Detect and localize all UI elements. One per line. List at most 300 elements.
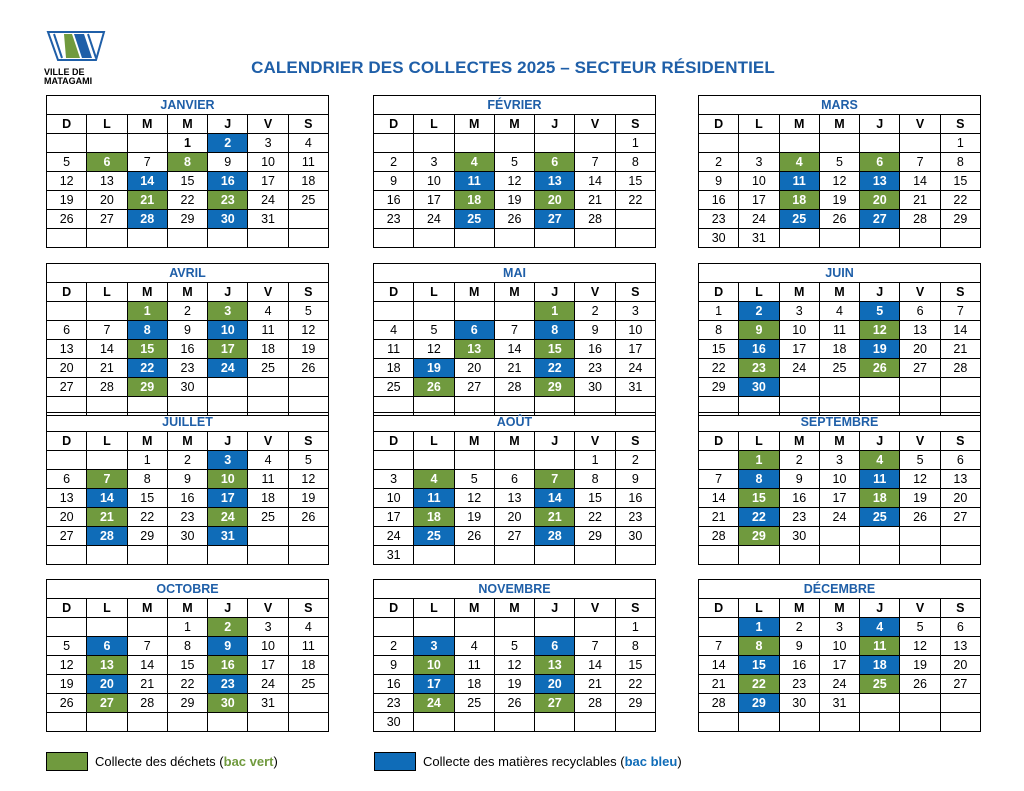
day-cell: 25 [248,508,288,527]
empty-cell [575,134,615,153]
day-cell: 17 [615,340,655,359]
day-cell-collecte-dechets: 4 [454,153,494,172]
day-cell: 12 [494,172,534,191]
empty-cell [860,713,900,732]
day-cell: 17 [414,191,454,210]
day-cell: 27 [47,378,87,397]
day-cell-collecte-recyclables: 16 [739,340,779,359]
day-cell-collecte-recyclables: 20 [87,675,127,694]
day-cell-collecte-recyclables: 3 [208,451,248,470]
day-cell: 30 [779,694,819,713]
month-name: FÉVRIER [374,96,656,115]
day-cell: 19 [494,191,534,210]
empty-cell [127,546,167,565]
empty-cell [374,302,414,321]
day-cell: 30 [699,229,739,248]
weekday-header: J [535,115,575,134]
month-name: JANVIER [47,96,329,115]
day-cell-collecte-recyclables: 8 [739,470,779,489]
weekday-header: M [779,432,819,451]
day-cell: 22 [167,191,207,210]
day-cell: 20 [47,508,87,527]
day-cell: 23 [779,508,819,527]
day-cell: 30 [167,527,207,546]
day-cell: 3 [779,302,819,321]
empty-cell [414,713,454,732]
day-cell: 10 [248,637,288,656]
day-cell-collecte-recyclables: 17 [208,489,248,508]
day-cell: 11 [288,153,328,172]
day-cell: 20 [47,359,87,378]
day-cell: 16 [374,191,414,210]
day-cell: 18 [374,359,414,378]
day-cell: 28 [699,527,739,546]
day-cell-collecte-recyclables: 11 [454,172,494,191]
day-cell-collecte-dechets: 25 [860,675,900,694]
month-name: NOVEMBRE [374,580,656,599]
weekday-header: J [208,432,248,451]
empty-cell [127,713,167,732]
day-cell-collecte-dechets: 21 [535,508,575,527]
day-cell: 30 [779,527,819,546]
weekday-header: S [940,115,980,134]
day-cell: 26 [494,694,534,713]
day-cell: 22 [127,508,167,527]
day-cell: 28 [494,378,534,397]
empty-cell [288,713,328,732]
weekday-header: M [779,115,819,134]
weekday-header: V [575,115,615,134]
day-cell: 5 [47,153,87,172]
empty-cell [288,229,328,248]
empty-cell [454,546,494,565]
month-name: JUIN [699,264,981,283]
empty-cell [819,527,859,546]
weekday-header: V [900,432,940,451]
day-cell: 29 [615,694,655,713]
legend-green-text: Collecte des déchets (bac vert) [95,753,278,769]
day-cell: 8 [167,637,207,656]
day-cell: 7 [575,153,615,172]
empty-cell [739,134,779,153]
empty-cell [575,618,615,637]
ville-de-matagami-logo [44,30,114,88]
weekday-header: M [127,599,167,618]
day-cell: 16 [699,191,739,210]
day-cell: 23 [167,359,207,378]
weekday-header: M [127,283,167,302]
day-cell: 7 [127,153,167,172]
day-cell: 31 [819,694,859,713]
empty-cell [860,694,900,713]
weekday-header: L [739,115,779,134]
day-cell-collecte-dechets: 12 [860,321,900,340]
day-cell: 19 [288,340,328,359]
day-cell: 23 [167,508,207,527]
day-cell: 13 [47,340,87,359]
day-cell: 17 [779,340,819,359]
day-cell-collecte-recyclables: 19 [414,359,454,378]
weekday-header: M [127,432,167,451]
empty-cell [779,378,819,397]
day-cell: 13 [87,172,127,191]
day-cell: 23 [699,210,739,229]
weekday-header: M [454,283,494,302]
empty-cell [860,229,900,248]
empty-cell [535,134,575,153]
logo-line-2: MATAGAMI [44,76,93,86]
empty-cell [87,546,127,565]
day-cell: 29 [127,527,167,546]
month-name: SEPTEMBRE [699,413,981,432]
day-cell-collecte-recyclables: 11 [414,489,454,508]
legend-blue-highlight: bac bleu [624,753,678,769]
day-cell: 19 [47,675,87,694]
weekday-header: J [860,599,900,618]
day-cell: 14 [900,172,940,191]
day-cell: 7 [575,637,615,656]
weekday-header: V [900,115,940,134]
weekday-header: V [575,599,615,618]
weekday-header: J [860,432,900,451]
day-cell: 27 [494,527,534,546]
weekday-header: S [940,432,980,451]
day-cell: 15 [615,172,655,191]
day-cell: 25 [454,694,494,713]
day-cell: 6 [900,302,940,321]
day-cell: 14 [127,656,167,675]
day-cell: 1 [127,451,167,470]
day-cell: 7 [127,637,167,656]
weekday-header: L [87,115,127,134]
empty-cell [248,713,288,732]
empty-cell [900,713,940,732]
day-cell: 26 [819,210,859,229]
weekday-header: M [779,283,819,302]
empty-cell [699,451,739,470]
day-cell: 7 [699,637,739,656]
month-calendar [46,579,329,732]
empty-cell [900,229,940,248]
day-cell-collecte-recyclables: 9 [208,637,248,656]
weekday-header: D [374,432,414,451]
day-cell: 10 [414,172,454,191]
day-cell: 26 [900,508,940,527]
day-cell: 5 [900,618,940,637]
day-cell: 2 [699,153,739,172]
day-cell: 9 [779,637,819,656]
weekday-header: S [615,283,655,302]
empty-cell [127,134,167,153]
day-cell: 10 [779,321,819,340]
day-cell: 24 [248,191,288,210]
empty-cell [208,713,248,732]
day-cell-collecte-recyclables: 30 [208,210,248,229]
day-cell: 1 [167,134,207,153]
day-cell-collecte-recyclables: 16 [208,172,248,191]
day-cell: 25 [819,359,859,378]
day-cell-collecte-dechets: 7 [87,470,127,489]
day-cell: 20 [940,489,980,508]
day-cell: 12 [288,321,328,340]
empty-cell [414,302,454,321]
empty-cell [940,694,980,713]
day-cell: 2 [374,153,414,172]
day-cell-collecte-dechets: 18 [860,489,900,508]
day-cell-collecte-dechets: 20 [860,191,900,210]
day-cell: 7 [87,321,127,340]
legend-green-swatch [46,752,88,771]
day-cell: 20 [494,508,534,527]
month-name: JUILLET [47,413,329,432]
day-cell: 14 [940,321,980,340]
day-cell-collecte-dechets: 1 [739,451,779,470]
day-cell: 22 [699,359,739,378]
day-cell: 8 [615,153,655,172]
day-cell: 5 [288,451,328,470]
day-cell: 15 [167,656,207,675]
day-cell: 26 [288,359,328,378]
weekday-header: L [414,283,454,302]
day-cell: 29 [575,527,615,546]
day-cell: 21 [900,191,940,210]
day-cell: 10 [615,321,655,340]
day-cell: 16 [374,675,414,694]
day-cell-collecte-dechets: 27 [535,694,575,713]
empty-cell [900,694,940,713]
day-cell-collecte-dechets: 7 [535,470,575,489]
empty-cell [167,713,207,732]
weekday-header: M [819,432,859,451]
weekday-header: M [167,599,207,618]
day-cell-collecte-dechets: 2 [208,618,248,637]
empty-cell [454,302,494,321]
day-cell-collecte-recyclables: 1 [739,618,779,637]
day-cell-collecte-dechets: 4 [860,451,900,470]
day-cell-collecte-recyclables: 14 [127,172,167,191]
weekday-header: D [699,115,739,134]
day-cell-collecte-dechets: 10 [208,470,248,489]
weekday-header: S [615,115,655,134]
day-cell: 4 [248,302,288,321]
day-cell: 26 [454,527,494,546]
empty-cell [47,302,87,321]
day-cell: 20 [940,656,980,675]
empty-cell [535,229,575,248]
day-cell: 30 [615,527,655,546]
day-cell: 11 [248,321,288,340]
weekday-header: L [87,432,127,451]
empty-cell [940,527,980,546]
day-cell: 11 [819,321,859,340]
weekday-header: S [940,599,980,618]
day-cell: 25 [248,359,288,378]
legend-blue-swatch [374,752,416,771]
day-cell: 16 [167,340,207,359]
day-cell: 27 [900,359,940,378]
weekday-header: J [535,432,575,451]
day-cell: 12 [819,172,859,191]
day-cell: 24 [414,210,454,229]
day-cell: 20 [900,340,940,359]
day-cell: 25 [288,675,328,694]
month-name: AVRIL [47,264,329,283]
day-cell: 19 [454,508,494,527]
day-cell-collecte-recyclables: 20 [535,675,575,694]
empty-cell [248,546,288,565]
day-cell: 11 [374,340,414,359]
day-cell-collecte-recyclables: 25 [454,210,494,229]
empty-cell [47,618,87,637]
weekday-header: M [494,432,534,451]
day-cell-collecte-dechets: 15 [739,489,779,508]
day-cell: 18 [248,489,288,508]
empty-cell [699,546,739,565]
day-cell: 10 [248,153,288,172]
day-cell: 19 [900,656,940,675]
weekday-header: V [900,599,940,618]
day-cell: 1 [575,451,615,470]
legend-green [46,751,278,771]
month-calendar [698,412,981,565]
day-cell-collecte-recyclables: 13 [535,172,575,191]
empty-cell [248,527,288,546]
day-cell: 6 [940,451,980,470]
day-cell-collecte-dechets: 13 [87,656,127,675]
day-cell: 22 [575,508,615,527]
weekday-header: L [414,432,454,451]
day-cell-collecte-recyclables: 31 [208,527,248,546]
day-cell: 18 [819,340,859,359]
empty-cell [47,713,87,732]
day-cell: 27 [454,378,494,397]
weekday-header: L [739,432,779,451]
weekday-header: V [248,115,288,134]
weekday-header: D [699,283,739,302]
day-cell: 14 [575,656,615,675]
day-cell: 12 [494,656,534,675]
empty-cell [575,546,615,565]
day-cell: 31 [374,546,414,565]
month-calendar [373,95,656,248]
day-cell-collecte-dechets: 29 [535,378,575,397]
day-cell-collecte-recyclables: 15 [739,656,779,675]
day-cell: 31 [739,229,779,248]
day-cell: 24 [819,675,859,694]
day-cell-collecte-dechets: 8 [739,637,779,656]
day-cell: 24 [615,359,655,378]
day-cell: 10 [819,470,859,489]
empty-cell [127,618,167,637]
day-cell: 1 [940,134,980,153]
day-cell: 9 [699,172,739,191]
day-cell: 3 [819,618,859,637]
day-cell-collecte-recyclables: 27 [535,210,575,229]
legend-blue-text: Collecte des matières recyclables (bac bleu) [423,753,682,769]
empty-cell [940,546,980,565]
empty-cell [288,378,328,397]
empty-cell [535,546,575,565]
month-calendar [46,263,329,416]
month-name: OCTOBRE [47,580,329,599]
day-cell: 18 [288,172,328,191]
day-cell: 1 [167,618,207,637]
weekday-header: D [47,599,87,618]
logo-sail-icon [44,30,106,64]
weekday-header: V [575,432,615,451]
empty-cell [288,210,328,229]
day-cell-collecte-dechets: 13 [454,340,494,359]
day-cell: 15 [699,340,739,359]
day-cell: 4 [374,321,414,340]
day-cell: 1 [615,134,655,153]
day-cell: 15 [615,656,655,675]
day-cell: 17 [739,191,779,210]
day-cell-collecte-dechets: 1 [535,302,575,321]
day-cell: 24 [248,675,288,694]
day-cell: 25 [288,191,328,210]
day-cell-collecte-dechets: 24 [414,694,454,713]
empty-cell [699,618,739,637]
day-cell: 17 [374,508,414,527]
day-cell-collecte-recyclables: 23 [208,675,248,694]
day-cell-collecte-recyclables: 28 [127,210,167,229]
day-cell-collecte-recyclables: 6 [454,321,494,340]
month-calendar [698,95,981,248]
day-cell-collecte-dechets: 9 [739,321,779,340]
day-cell-collecte-recyclables: 25 [779,210,819,229]
day-cell: 28 [940,359,980,378]
day-cell: 5 [494,153,534,172]
day-cell-collecte-recyclables: 25 [860,508,900,527]
empty-cell [208,378,248,397]
day-cell: 5 [900,451,940,470]
day-cell: 5 [819,153,859,172]
day-cell: 14 [699,489,739,508]
empty-cell [494,546,534,565]
weekday-header: M [494,115,534,134]
weekday-header: J [860,283,900,302]
weekday-header: J [208,599,248,618]
day-cell: 30 [167,378,207,397]
day-cell: 2 [779,618,819,637]
empty-cell [819,378,859,397]
day-cell: 4 [288,134,328,153]
weekday-header: D [47,432,87,451]
empty-cell [494,713,534,732]
day-cell: 4 [819,302,859,321]
empty-cell [860,378,900,397]
day-cell: 29 [940,210,980,229]
day-cell-collecte-recyclables: 28 [87,527,127,546]
day-cell: 19 [494,675,534,694]
day-cell: 28 [575,694,615,713]
day-cell: 7 [699,470,739,489]
empty-cell [414,618,454,637]
month-calendar [373,263,656,416]
empty-cell [739,713,779,732]
day-cell-collecte-dechets: 18 [414,508,454,527]
day-cell-collecte-recyclables: 10 [208,321,248,340]
day-cell-collecte-recyclables: 6 [87,637,127,656]
empty-cell [779,134,819,153]
logo-line-1: VILLE DE [44,67,85,77]
day-cell-collecte-recyclables: 22 [739,508,779,527]
day-cell: 12 [414,340,454,359]
day-cell: 14 [87,340,127,359]
weekday-header: J [208,115,248,134]
weekday-header: V [900,283,940,302]
